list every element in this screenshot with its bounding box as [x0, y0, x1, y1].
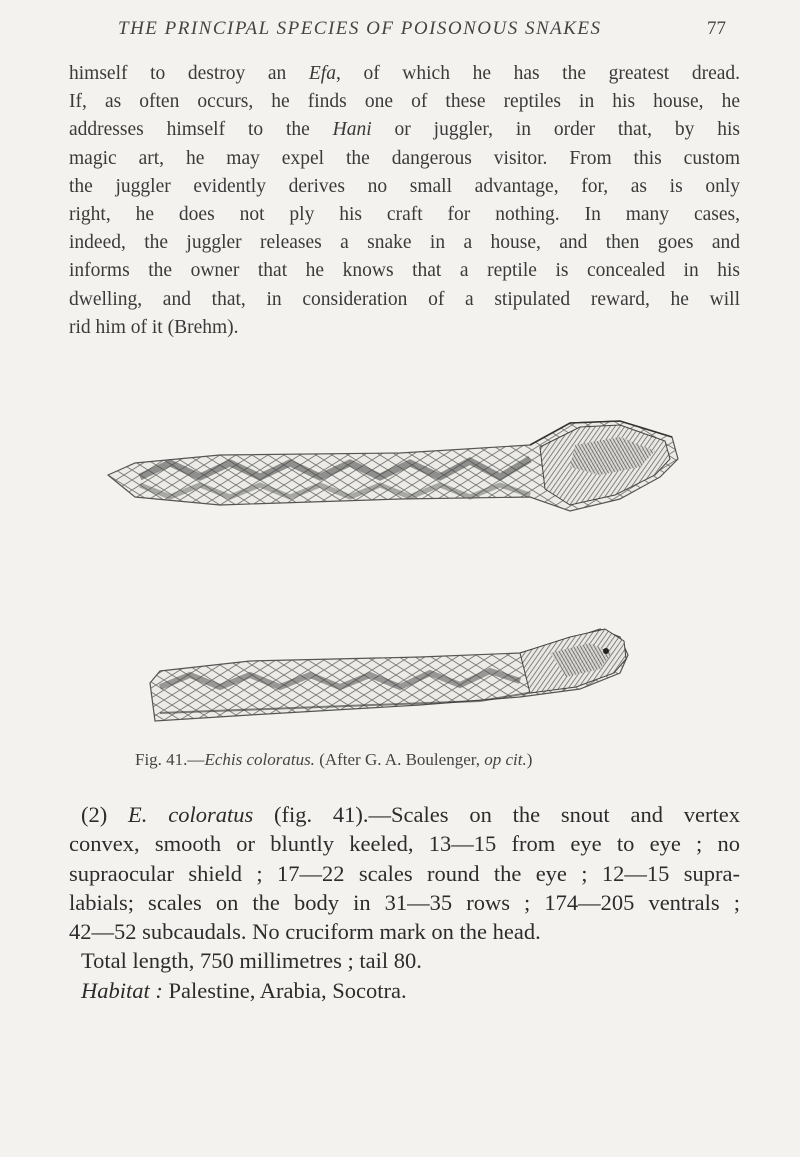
species-description: [69, 800, 740, 1005]
text-line: (2) E. coloratus (fig. 41).—Scales on the snout and vertex: [81, 802, 740, 827]
total-length-line: Total length, 750 millimetres ; tail 80.: [81, 948, 422, 974]
text-line: convex, smooth or bluntly keeled, 13—15 from eye to eye ; no: [69, 831, 740, 857]
text-line: informs the owner that he knows that a reptile is concealed in his: [69, 260, 740, 282]
running-title: THE PRINCIPAL SPECIES OF POISONOUS SNAKES: [118, 18, 602, 39]
habitat-line: Habitat : Palestine, Arabia, Socotra.: [81, 977, 407, 1003]
text-line: himself to destroy an Efa, of which he has the greatest dread.: [69, 63, 741, 84]
snake-lateral-view: [150, 629, 628, 721]
text-line: 42—52 subcaudals. No cruciform mark on the head.: [69, 919, 541, 945]
caption-source: (After G. A. Boulenger,: [314, 750, 485, 769]
text-line: right, he does not ply his craft for nothing. In many cases,: [69, 204, 740, 226]
caption-label: Fig. 41.—: [135, 750, 205, 769]
text-line: supraocular shield ; 17—22 scales round the eye ; 12—15 supra-: [69, 860, 740, 886]
paragraph-brehm: [69, 60, 740, 342]
running-head: [0, 18, 800, 44]
snake-dorsal-view: [108, 421, 678, 511]
text-line: rid him of it (Brehm).: [69, 316, 239, 338]
page-number: 77: [707, 18, 726, 39]
text-line: addresses himself to the Hani or juggler, in order that, by his: [69, 119, 740, 141]
text-line: dwelling, and that, in consideration of a stipulated reward, he will: [69, 288, 740, 310]
figure-caption: Fig. 41.—Echis coloratus. (After G. A. Boulenger, op cit.): [135, 750, 533, 769]
text-line: indeed, the juggler releases a snake in a house, and then goes and: [69, 232, 740, 254]
text-line: If, as often occurs, he finds one of these reptiles in his house, he: [69, 91, 740, 113]
caption-op-cit: op cit.: [484, 750, 527, 769]
text-line: magic art, he may expel the dangerous visitor. From this custom: [69, 147, 740, 169]
caption-species: Echis coloratus.: [204, 750, 315, 769]
text-line: labials; scales on the body in 31—35 rows ; 174—205 ventrals ;: [69, 889, 740, 915]
snake-illustration: [100, 415, 700, 745]
text-line: the juggler evidently derives no small advantage, for, as is only: [69, 175, 740, 197]
